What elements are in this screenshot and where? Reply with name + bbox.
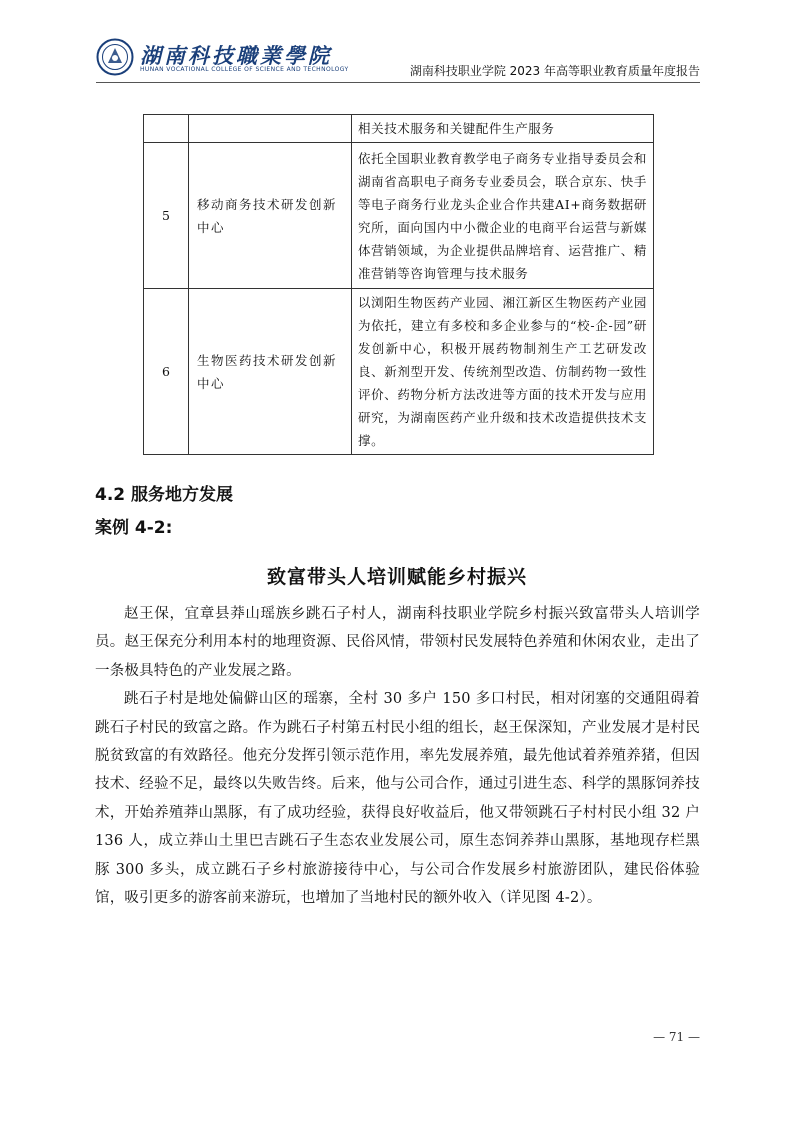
article-title: 致富带头人培训赋能乡村振兴 — [266, 566, 527, 588]
row-number — [144, 115, 189, 143]
section-title: 4.2 服务地方发展 — [95, 485, 234, 505]
table-row — [144, 289, 654, 455]
row-number: 5 — [144, 143, 189, 289]
college-logo-subtitle: HUNAN VOCATIONAL COLLEGE OF SCIENCE AND TECHNOLOGY — [140, 66, 349, 73]
case-title: 案例 4-2: — [95, 518, 173, 538]
paragraph: 赵王保，宜章县莽山瑶族乡跳石子村人，湖南科技职业学院乡村振兴致富带头人培训学员。赵王保充分利用本村的地理资源、民俗风情，带领村民发展特色养殖和休闲农业，走出了一条极具特色的产业发展之路。 — [95, 606, 700, 679]
header-divider — [96, 82, 700, 83]
center-description: 依托全国职业教育教学电子商务专业指导委员会和湖南省高职电子商务专业委员会，联合京东、快手等电子商务行业龙头企业合作共建AI+商务数据研究所，面向国内中小微企业的电商平台运营与新媒体营销领域，为企业提供品牌培育、运营推广、精准营销等咨询管理与技术服务 — [352, 143, 654, 289]
report-title: 湖南科技职业学院 2023 年高等职业教育质量年度报告 — [409, 64, 700, 78]
research-center-table — [143, 114, 654, 455]
article-body — [95, 600, 700, 912]
college-seal-icon — [96, 38, 134, 76]
center-name: 移动商务技术研发创新中心 — [189, 143, 352, 289]
table-row — [144, 115, 654, 143]
page-number: — 71 — — [653, 1030, 700, 1044]
paragraph: 跳石子村是地处偏僻山区的瑶寨，全村 30 多户 150 多口村民，相对闭塞的交通阻碍着跳石子村民的致富之路。作为跳石子村第五村民小组的组长，赵王保深知，产业发展才是村民脱贫致富的有效路径。他充分发挥引领示范作用，率先发展养殖，最先他试着养殖养猪，但因技术、经验不足，最终以失败告终。后来，他与公司合作，通过引进生态、科学的黑豚饲养技术，开始养殖莽山黑豚，有了成功经验，获得良好收益后，他又带领跳石子村村民小组 32 户 136 人，成立莽山土里巴吉跳石子生态农业发展公司，原生态饲养莽山黑豚，基地现存栏黑豚 300 多头，成立跳石子乡村旅游接待中心，与公司合作发展乡村旅游团队，建民俗体验馆，吸引更多的游客前来游玩，也增加了当地村民的额外收入（详见图 4-2）。 — [95, 691, 700, 907]
page-header — [96, 36, 700, 82]
center-name: 生物医药技术研发创新中心 — [189, 289, 352, 455]
center-description: 以浏阳生物医药产业园、湘江新区生物医药产业园为依托，建立有多校和多企业参与的“校-企-园”研发创新中心，积极开展药物制剂生产工艺研发改良、新剂型开发、传统剂型改造、仿制药物一致性评价、药物分析方法改进等方面的技术开发与应用研究，为湖南医药产业升级和技术改造提供技术支撑。 — [352, 289, 654, 455]
row-number: 6 — [144, 289, 189, 455]
center-description: 相关技术服务和关键配件生产服务 — [352, 115, 654, 143]
center-name — [189, 115, 352, 143]
college-logo-text: 湖南科技職業學院 — [140, 43, 332, 68]
table-row — [144, 143, 654, 289]
